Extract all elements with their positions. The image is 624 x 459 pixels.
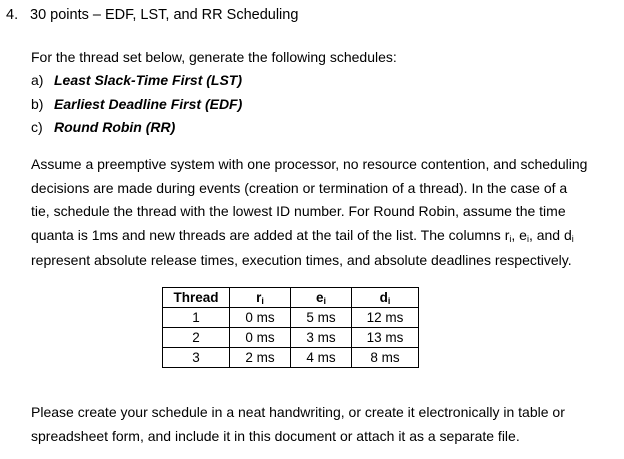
option-item — [31, 119, 242, 143]
cell-deadline: 8 ms — [352, 348, 419, 368]
cell-deadline: 13 ms — [352, 328, 419, 348]
paragraph-line-with-subscripts: quanta is 1ms and new threads are added at the tail of the list. The columns $r_i$, $e_i$, and $d_i$ — [31, 226, 574, 244]
header-thread: Thread — [163, 288, 230, 308]
intro-text: For the thread set below, generate the following schedules: — [31, 49, 397, 65]
header-execution: $e_i$ — [291, 288, 352, 308]
option-item — [31, 96, 242, 120]
cell-execution: 4 ms — [291, 348, 352, 368]
closing-instructions — [31, 401, 621, 448]
cell-thread: 2 — [163, 328, 230, 348]
cell-release: 0 ms — [230, 328, 291, 348]
option-item — [31, 72, 242, 96]
closing-line: spreadsheet form, and include it in this document or attach it as a separate file. — [31, 427, 520, 444]
table-row — [163, 328, 419, 348]
cell-deadline: 12 ms — [352, 308, 419, 328]
cell-execution: 3 ms — [291, 328, 352, 348]
cell-execution: 5 ms — [291, 308, 352, 328]
cell-release: 0 ms — [230, 308, 291, 328]
question-number: 4. — [6, 7, 19, 23]
option-letter: a) — [31, 72, 44, 88]
table-header-row — [163, 288, 419, 308]
closing-line: Please create your schedule in a neat handwriting, or create it electronically in table or — [31, 404, 565, 420]
schedule-options-list — [31, 72, 242, 143]
paragraph-line: tie, schedule the thread with the lowest ID number. For Round Robin, assume the time — [31, 203, 566, 220]
question-heading — [6, 7, 298, 23]
question-title: 30 points – EDF, LST, and RR Scheduling — [30, 7, 299, 23]
paragraph-line: Assume a preemptive system with one processor, no resource contention, and scheduling — [31, 156, 588, 172]
thread-table — [162, 287, 419, 368]
paragraph-line: represent absolute release times, execution times, and absolute deadlines respectively. — [31, 252, 572, 269]
option-name: Least Slack-Time First (LST) — [54, 72, 243, 88]
option-name: Round Robin (RR) — [54, 119, 176, 135]
cell-thread: 3 — [163, 348, 230, 368]
table-row — [163, 348, 419, 368]
option-letter: c) — [31, 119, 43, 135]
option-letter: b) — [31, 95, 44, 112]
header-release: $r_i$ — [230, 288, 291, 308]
paragraph-line: decisions are made during events (creation or termination of a thread). In the case of a — [31, 179, 568, 196]
assumptions-paragraph — [31, 153, 611, 273]
cell-thread: 1 — [163, 308, 230, 328]
cell-release: 2 ms — [230, 348, 291, 368]
option-name: Earliest Deadline First (EDF) — [54, 95, 243, 112]
table-row — [163, 308, 419, 328]
header-deadline: $d_i$ — [352, 288, 419, 308]
